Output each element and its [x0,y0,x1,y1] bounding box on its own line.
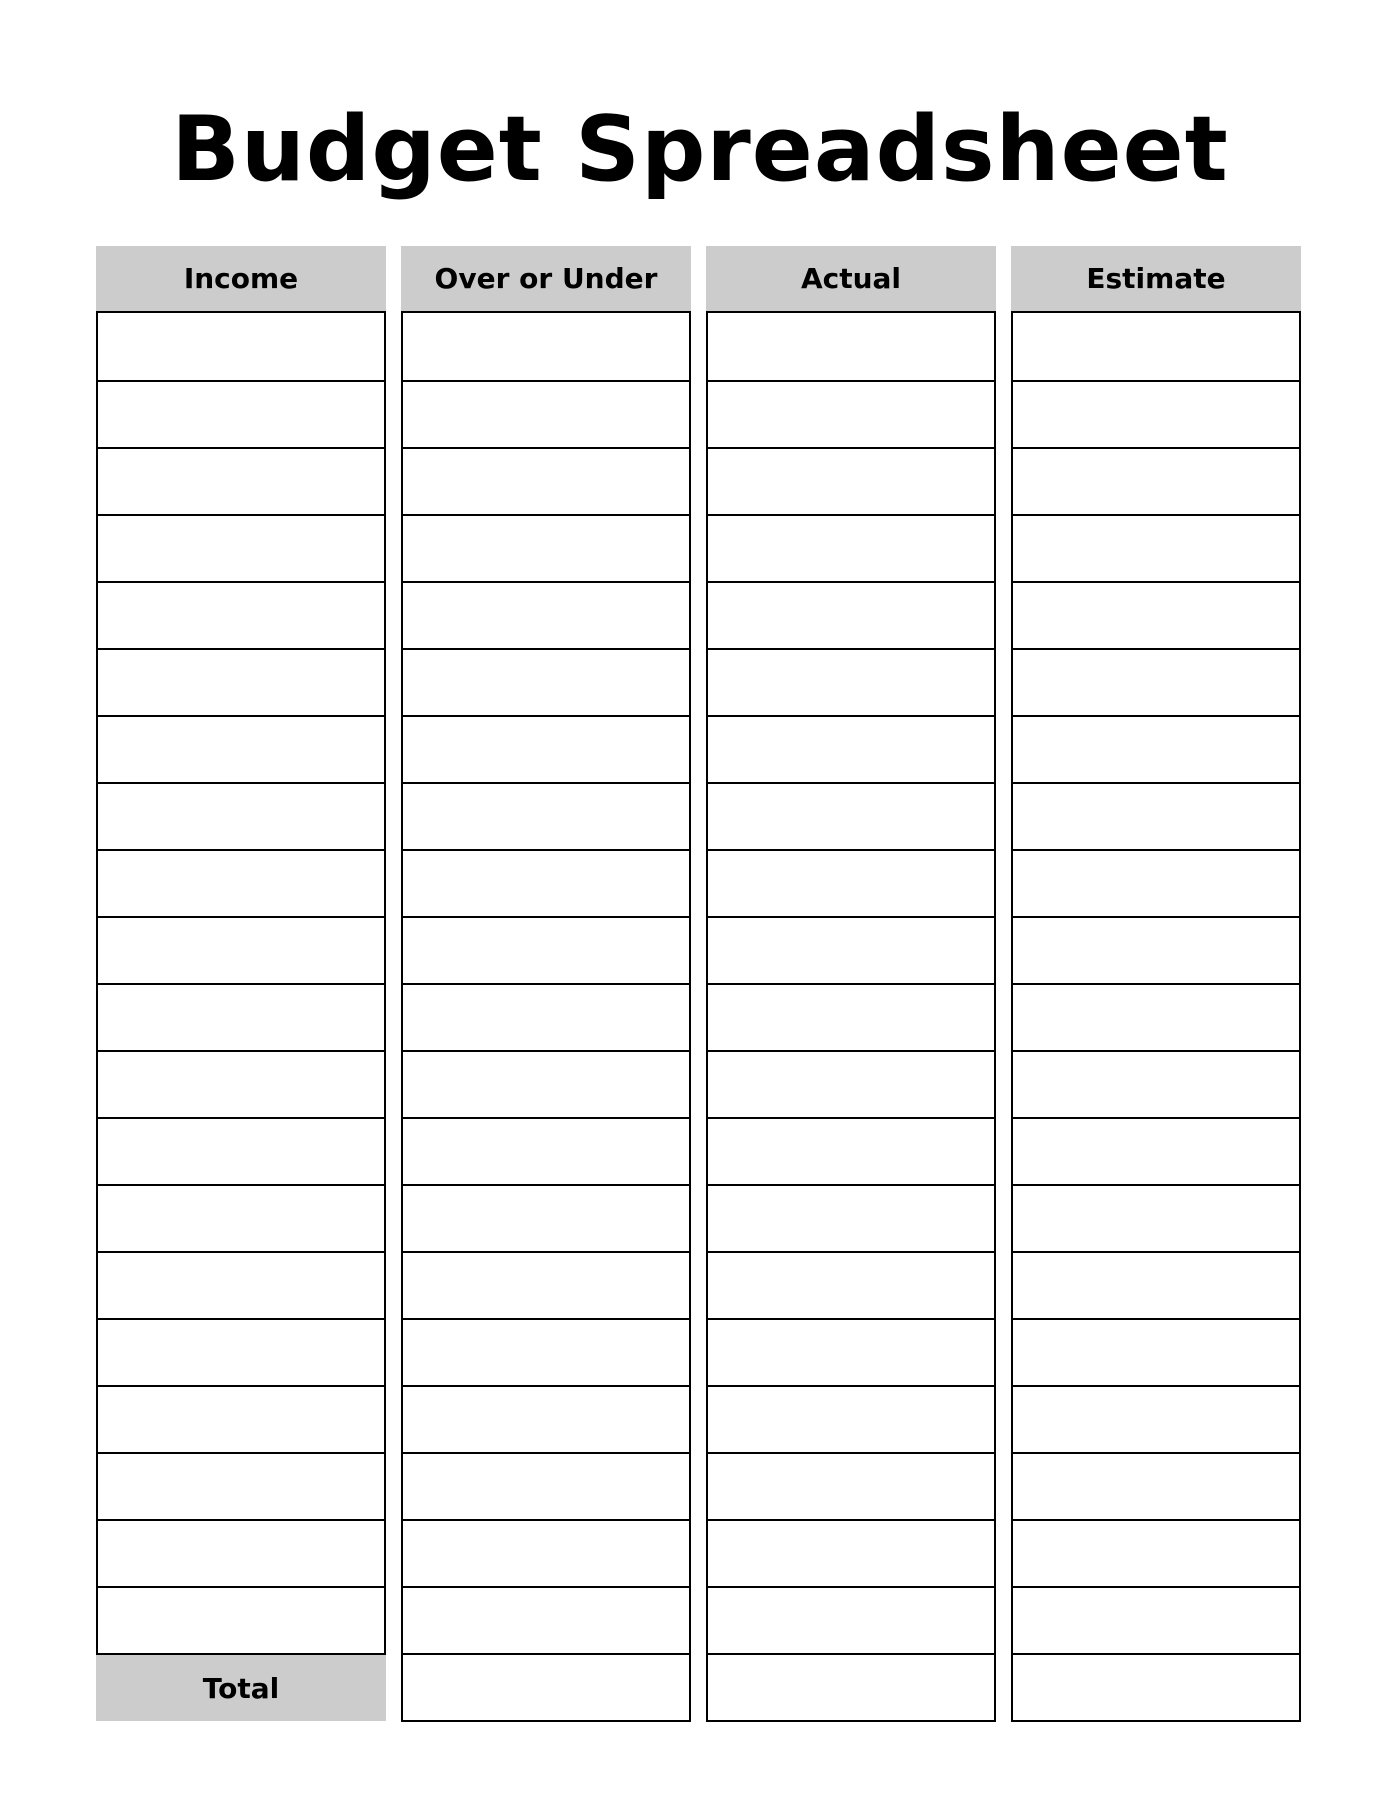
table-cell[interactable] [1013,715,1299,782]
table-cell[interactable] [1013,1519,1299,1586]
table-cell[interactable] [708,849,994,916]
table-cell[interactable] [403,1117,689,1184]
table-cell[interactable] [1013,1452,1299,1519]
table-cell[interactable] [98,1050,384,1117]
table-cell[interactable] [708,1050,994,1117]
table-cell[interactable] [98,782,384,849]
table-cell[interactable] [98,1519,384,1586]
table-cell[interactable] [1013,916,1299,983]
table-cell[interactable] [1013,1385,1299,1452]
table-cell[interactable] [98,313,384,380]
actual-column [706,246,996,1722]
table-cell[interactable] [1013,1184,1299,1251]
table-cell[interactable] [708,1653,994,1720]
table-cell[interactable] [403,514,689,581]
table-cell[interactable] [403,782,689,849]
table-cell[interactable] [98,1117,384,1184]
table-cell[interactable] [1013,648,1299,715]
table-cell[interactable] [708,1117,994,1184]
table-cell[interactable] [1013,581,1299,648]
table-cell[interactable] [98,1385,384,1452]
table-cell[interactable] [403,983,689,1050]
table-cell[interactable] [98,514,384,581]
table-cell[interactable] [708,916,994,983]
table-cell[interactable] [708,648,994,715]
over-under-column [401,246,691,1722]
table-cell[interactable] [708,1318,994,1385]
table-cell[interactable] [1013,380,1299,447]
table-cell[interactable] [1013,514,1299,581]
table-cell[interactable] [708,983,994,1050]
table-cell[interactable] [403,916,689,983]
table-cell[interactable] [403,380,689,447]
table-cell[interactable] [403,447,689,514]
table-cell[interactable] [1013,447,1299,514]
table-cell[interactable] [98,983,384,1050]
table-cell[interactable] [1013,1050,1299,1117]
total-label: Total [96,1655,386,1721]
table-cell[interactable] [98,380,384,447]
table-cell[interactable] [708,715,994,782]
table-cell[interactable] [1013,1318,1299,1385]
table-cell[interactable] [98,1318,384,1385]
table-cell[interactable] [708,782,994,849]
income-rows [96,311,386,1655]
table-cell[interactable] [403,1184,689,1251]
table-cell[interactable] [1013,849,1299,916]
table-cell[interactable] [1013,1251,1299,1318]
table-cell[interactable] [708,380,994,447]
table-cell[interactable] [1013,782,1299,849]
table-cell[interactable] [403,849,689,916]
table-cell[interactable] [708,1586,994,1653]
table-cell[interactable] [708,514,994,581]
table-cell[interactable] [403,1519,689,1586]
actual-header: Actual [706,246,996,311]
table-cell[interactable] [403,581,689,648]
table-cell[interactable] [403,1251,689,1318]
table-cell[interactable] [98,1251,384,1318]
table-cell[interactable] [403,1586,689,1653]
table-cell[interactable] [98,916,384,983]
table-cell[interactable] [1013,1117,1299,1184]
table-cell[interactable] [1013,313,1299,380]
table-cell[interactable] [708,581,994,648]
table-cell[interactable] [708,1251,994,1318]
table-cell[interactable] [708,1385,994,1452]
table-cell[interactable] [98,1184,384,1251]
table-cell[interactable] [1013,983,1299,1050]
table-cell[interactable] [98,1452,384,1519]
table-cell[interactable] [403,1452,689,1519]
income-header: Income [96,246,386,311]
over-under-header: Over or Under [401,246,691,311]
table-cell[interactable] [98,447,384,514]
estimate-rows [1011,311,1301,1722]
table-cell[interactable] [98,849,384,916]
estimate-column [1011,246,1301,1722]
table-cell[interactable] [708,313,994,380]
table-cell[interactable] [403,1385,689,1452]
table-cell[interactable] [708,447,994,514]
table-cell[interactable] [708,1519,994,1586]
table-cell[interactable] [1013,1586,1299,1653]
table-cell[interactable] [708,1184,994,1251]
actual-rows [706,311,996,1722]
table-cell[interactable] [98,715,384,782]
table-cell[interactable] [708,1452,994,1519]
table-cell[interactable] [403,648,689,715]
over-under-rows [401,311,691,1722]
table-cell[interactable] [1013,1653,1299,1720]
table-cell[interactable] [98,581,384,648]
page-title: Budget Spreadsheet [171,97,1229,202]
table-cell[interactable] [98,648,384,715]
income-column [96,246,386,1721]
table-cell[interactable] [403,715,689,782]
table-cell[interactable] [403,313,689,380]
estimate-header: Estimate [1011,246,1301,311]
table-cell[interactable] [403,1318,689,1385]
table-cell[interactable] [403,1653,689,1720]
table-cell[interactable] [98,1586,384,1653]
table-cell[interactable] [403,1050,689,1117]
